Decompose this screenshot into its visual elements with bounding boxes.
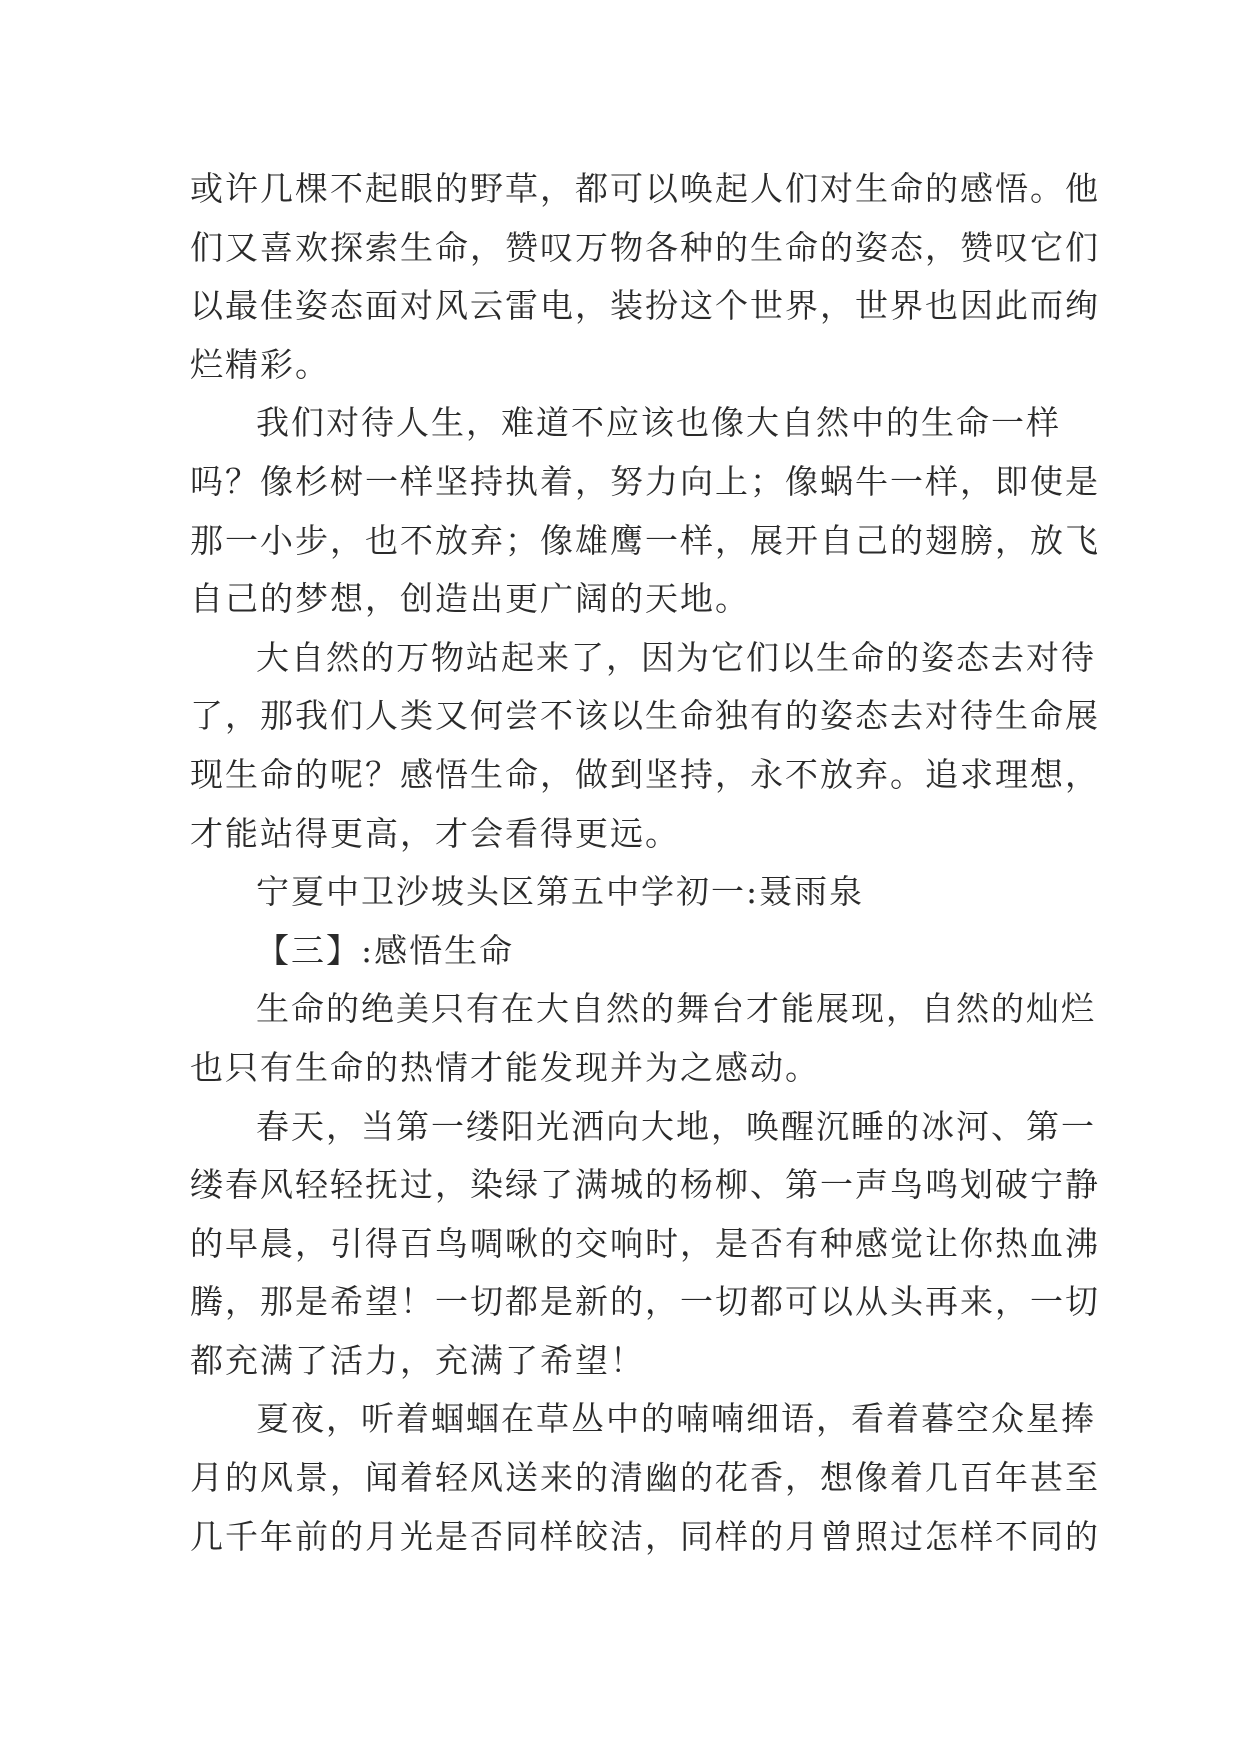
paragraph-3	[190, 629, 1100, 863]
text-line: 【三】:感悟生命	[256, 930, 515, 970]
text-line: 都充满了活力，充满了希望！	[190, 1340, 645, 1380]
author-line	[190, 863, 1070, 922]
text-line: 的早晨，引得百鸟啁啾的交响时，是否有种感觉让你热血沸	[190, 1223, 1100, 1263]
text-line: 或许几棵不起眼的野草，都可以唤起人们对生命的感悟。他	[190, 169, 1100, 208]
text-line: 缕春风轻轻抚过，染绿了满城的杨柳、第一声鸟鸣划破宁静	[190, 1165, 1100, 1205]
text-line: 大自然的万物站起来了，因为它们以生命的姿态去对待	[256, 637, 1096, 677]
text-line: 生命的绝美只有在大自然的舞台才能展现，自然的灿烂	[256, 989, 1096, 1029]
text-line: 自己的梦想，创造出更广阔的天地。	[190, 579, 750, 619]
text-line: 我们对待人生，难道不应该也像大自然中的生命一样	[256, 403, 1061, 443]
text-line: 那一小步，也不放弃；像雄鹰一样，展开自己的翅膀，放飞	[190, 520, 1100, 560]
text-line: 春天，当第一缕阳光洒向大地，唤醒沉睡的冰河、第一	[256, 1106, 1096, 1146]
document-body	[190, 160, 1100, 1566]
text-line: 了，那我们人类又何尝不该以生命独有的姿态去对待生命展	[190, 696, 1100, 736]
paragraph-5	[190, 1098, 1100, 1391]
text-line: 几千年前的月光是否同样皎洁，同样的月曾照过怎样不同的	[190, 1516, 1100, 1556]
text-line: 才能站得更高，才会看得更远。	[190, 813, 680, 853]
paragraph-4	[190, 980, 1096, 1097]
text-line: 月的风景，闻着轻风送来的清幽的花香，想像着几百年甚至	[190, 1458, 1100, 1498]
text-line: 们又喜欢探索生命，赞叹万物各种的生命的姿态，赞叹它们	[190, 227, 1100, 267]
text-line: 宁夏中卫沙坡头区第五中学初一:聂雨泉	[256, 872, 865, 912]
paragraph-6	[190, 1390, 1100, 1566]
section-heading	[190, 922, 1070, 981]
text-line: 夏夜，听着蝈蝈在草丛中的喃喃细语，看着暮空众星捧	[256, 1399, 1096, 1439]
text-line: 烂精彩。	[190, 344, 330, 384]
text-line: 也只有生命的热情才能发现并为之感动。	[190, 1047, 820, 1087]
text-line: 吗？像杉树一样坚持执着，努力向上；像蜗牛一样，即使是	[190, 461, 1100, 501]
paragraph-2	[190, 394, 1100, 628]
text-line: 腾，那是希望！一切都是新的，一切都可以从头再来，一切	[190, 1282, 1100, 1322]
text-line: 现生命的呢？感悟生命，做到坚持，永不放弃。追求理想，	[190, 754, 1100, 794]
text-line: 以最佳姿态面对风云雷电，装扮这个世界，世界也因此而绚	[190, 286, 1100, 326]
paragraph-1	[190, 160, 1100, 394]
